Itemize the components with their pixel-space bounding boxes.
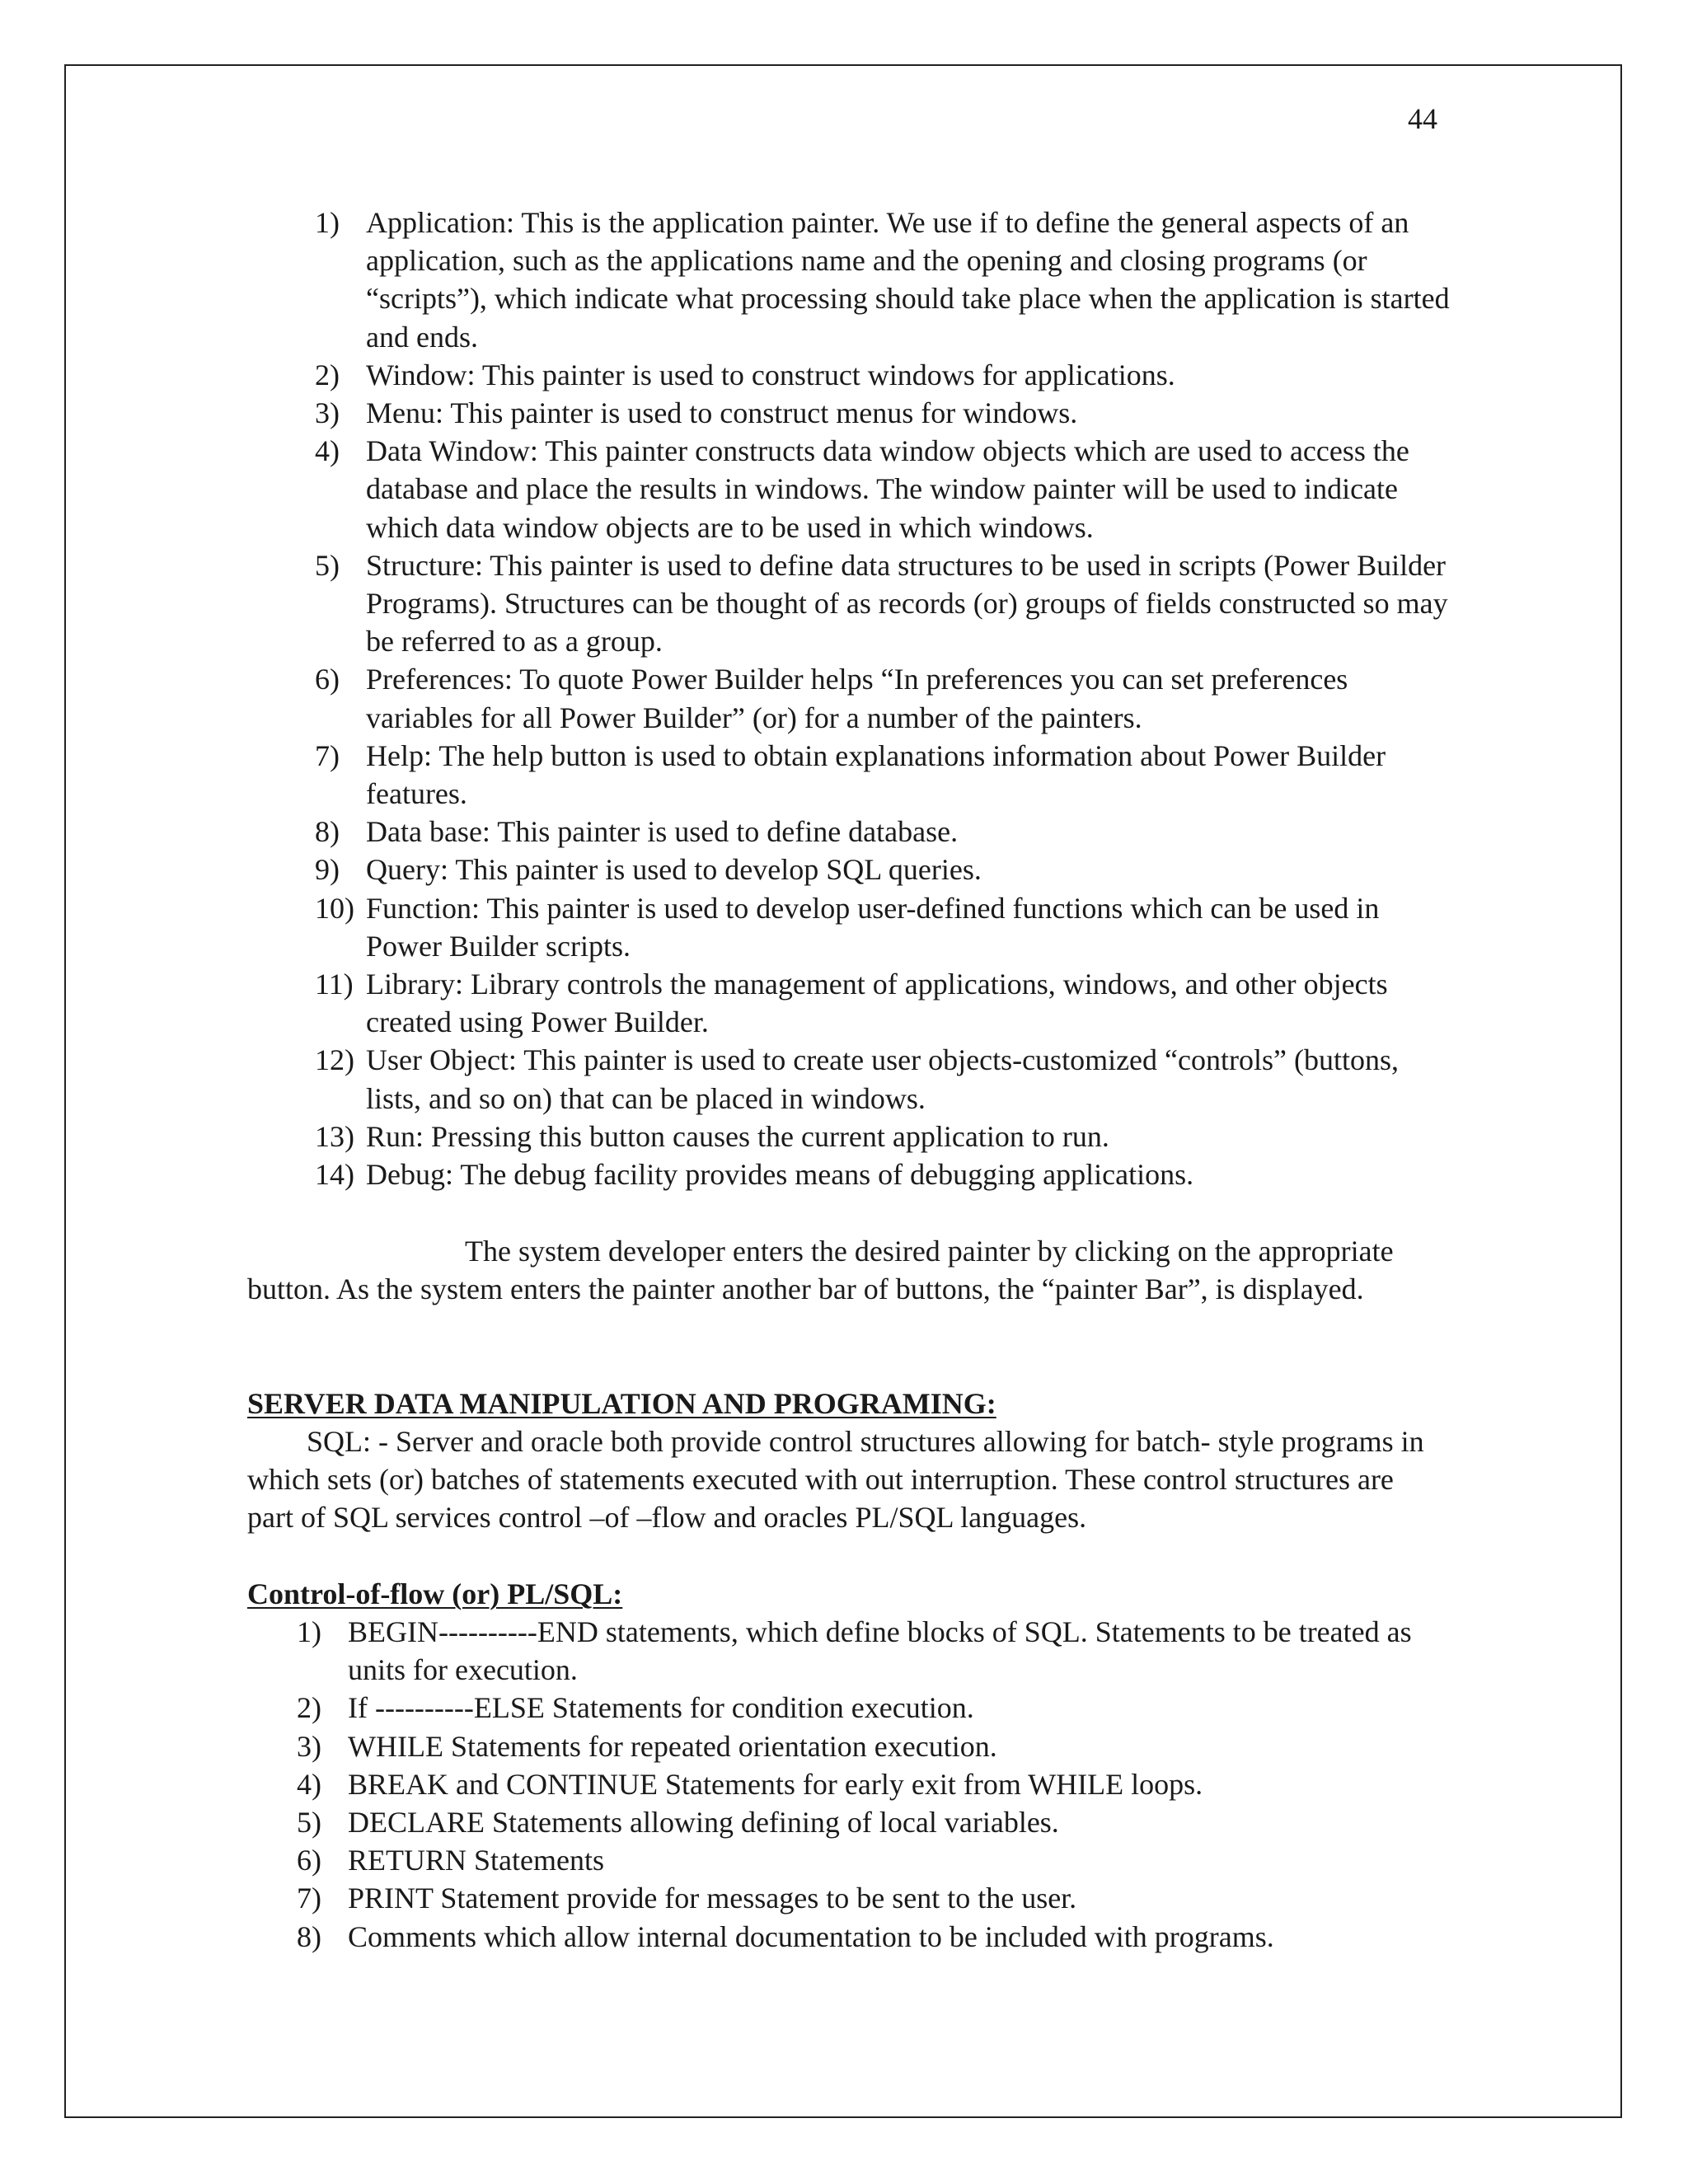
list-item-text: RETURN Statements	[348, 1844, 604, 1877]
list-item-number: 12)	[315, 1043, 354, 1077]
list-item-text: Comments which allow internal documentation to be included with programs.	[348, 1919, 1274, 1953]
sql-paragraph: SQL: - Server and oracle both provide control structures allowing for batch- style programs in which sets (or) batches of statements executed with out interruption. These control structures are part of SQL services control –of –flow and oracles PL/SQL languages.	[247, 1425, 1424, 1535]
list-item	[316, 1155, 1454, 1193]
list-item-text: Debug: The debug facility provides means of debugging applications.	[366, 1158, 1194, 1192]
list-item-text: Query: This painter is used to develop SQL queries.	[366, 853, 982, 887]
list-item-text: DECLARE Statements allowing defining of local variables.	[348, 1806, 1059, 1840]
list-item-text: Function: This painter is used to develop user-defined functions which can be used in Power Builder scripts.	[366, 891, 1380, 963]
list-item-text: BREAK and CONTINUE Statements for early exit from WHILE loops.	[348, 1767, 1203, 1801]
list-item-number: 10)	[315, 891, 354, 925]
list-item	[297, 1765, 1451, 1803]
list-item	[316, 851, 1454, 888]
list-item-number: 14)	[315, 1158, 354, 1192]
list-item	[316, 889, 1454, 965]
list-item-number: 4)	[297, 1767, 321, 1801]
list-item-text: Data base: This painter is used to define database.	[366, 815, 959, 849]
list-item-text: User Object: This painter is used to create user objects-customized “controls” (buttons, lists, and so on) that can be placed in windows.	[366, 1043, 1399, 1115]
list-item-number: 3)	[315, 396, 340, 430]
list-item-text: Preferences: To quote Power Builder helps “In preferences you can set preferences variables for all Power Builder” (or) for a number of the painters.	[366, 663, 1348, 734]
list-item	[316, 1041, 1454, 1117]
list-item	[297, 1918, 1451, 1956]
list-item-number: 1)	[297, 1615, 321, 1648]
list-item	[316, 432, 1454, 546]
section-heading: SERVER DATA MANIPULATION AND PROGRAMING:	[247, 1387, 996, 1420]
list-item	[316, 394, 1454, 432]
list-item-text: WHILE Statements for repeated orientation execution.	[348, 1729, 997, 1763]
list-item-text: Menu: This painter is used to construct menus for windows.	[366, 396, 1078, 430]
list-item	[316, 813, 1454, 851]
list-item-number: 13)	[315, 1119, 354, 1153]
developer-paragraph: The system developer enters the desired painter by clicking on the appropriate button. As the system enters the painter another bar of buttons, the “painter Bar”, is displayed.	[247, 1235, 1394, 1306]
list-item-number: 5)	[315, 548, 340, 582]
list-item-text: BEGIN----------END statements, which define blocks of SQL. Statements to be treated as units for execution.	[348, 1615, 1412, 1687]
page-number: 44	[1408, 102, 1437, 135]
list-item	[297, 1613, 1451, 1689]
list-item-number: 7)	[315, 738, 340, 772]
list-item-number: 2)	[297, 1691, 321, 1725]
list-item-number: 2)	[315, 358, 340, 391]
list-item	[316, 356, 1454, 394]
list-item-text: Data Window: This painter constructs data window objects which are used to access the database and place the results in windows. The window painter will be used to indicate which data window objects are to be used in which windows.	[366, 434, 1409, 544]
list-item-number: 4)	[315, 434, 340, 468]
list-item-number: 7)	[297, 1882, 321, 1915]
list-item-number: 6)	[315, 663, 340, 696]
list-item-text: Library: Library controls the management of applications, windows, and other objects created using Power Builder.	[366, 968, 1388, 1039]
list-item-number: 3)	[297, 1729, 321, 1763]
list-item-text: Help: The help button is used to obtain explanations information about Power Builder features.	[366, 738, 1386, 811]
list-item	[316, 660, 1454, 736]
control-flow-list	[297, 1613, 1451, 1956]
list-item	[297, 1803, 1451, 1841]
list-item-text: Run: Pressing this button causes the current application to run.	[366, 1119, 1109, 1153]
list-item-text: Structure: This painter is used to define data structures to be used in scripts (Power Builder Programs). Structures can be thought of as records (or) groups of fields constructed so may be referred to as a group.	[366, 548, 1448, 658]
subheading: Control-of-flow (or) PL/SQL:	[247, 1577, 623, 1610]
list-item-number: 5)	[297, 1806, 321, 1840]
list-item-text: If ----------ELSE Statements for condition execution.	[348, 1691, 974, 1725]
list-item	[316, 204, 1454, 356]
painter-list	[316, 204, 1454, 1193]
list-item	[316, 965, 1454, 1041]
list-item-number: 8)	[297, 1919, 321, 1953]
list-item-number: 1)	[315, 206, 340, 239]
list-item-number: 9)	[315, 853, 340, 887]
list-item-text: Window: This painter is used to construct windows for applications.	[366, 358, 1175, 391]
list-item-number: 6)	[297, 1844, 321, 1877]
list-item-text: PRINT Statement provide for messages to be sent to the user.	[348, 1882, 1077, 1915]
list-item-number: 8)	[315, 815, 340, 849]
list-item-text: Application: This is the application painter. We use if to define the general aspects of an application, such as the applications name and the opening and closing programs (or “scripts”), which indicate what processing should take place when the application is started and ends.	[366, 206, 1450, 354]
list-item	[316, 737, 1454, 813]
list-item-number: 11)	[315, 968, 354, 1001]
list-item	[297, 1841, 1451, 1879]
list-item	[297, 1727, 1451, 1765]
list-item	[297, 1689, 1451, 1727]
list-item	[297, 1879, 1451, 1917]
list-item	[316, 1118, 1454, 1155]
list-item	[316, 546, 1454, 661]
